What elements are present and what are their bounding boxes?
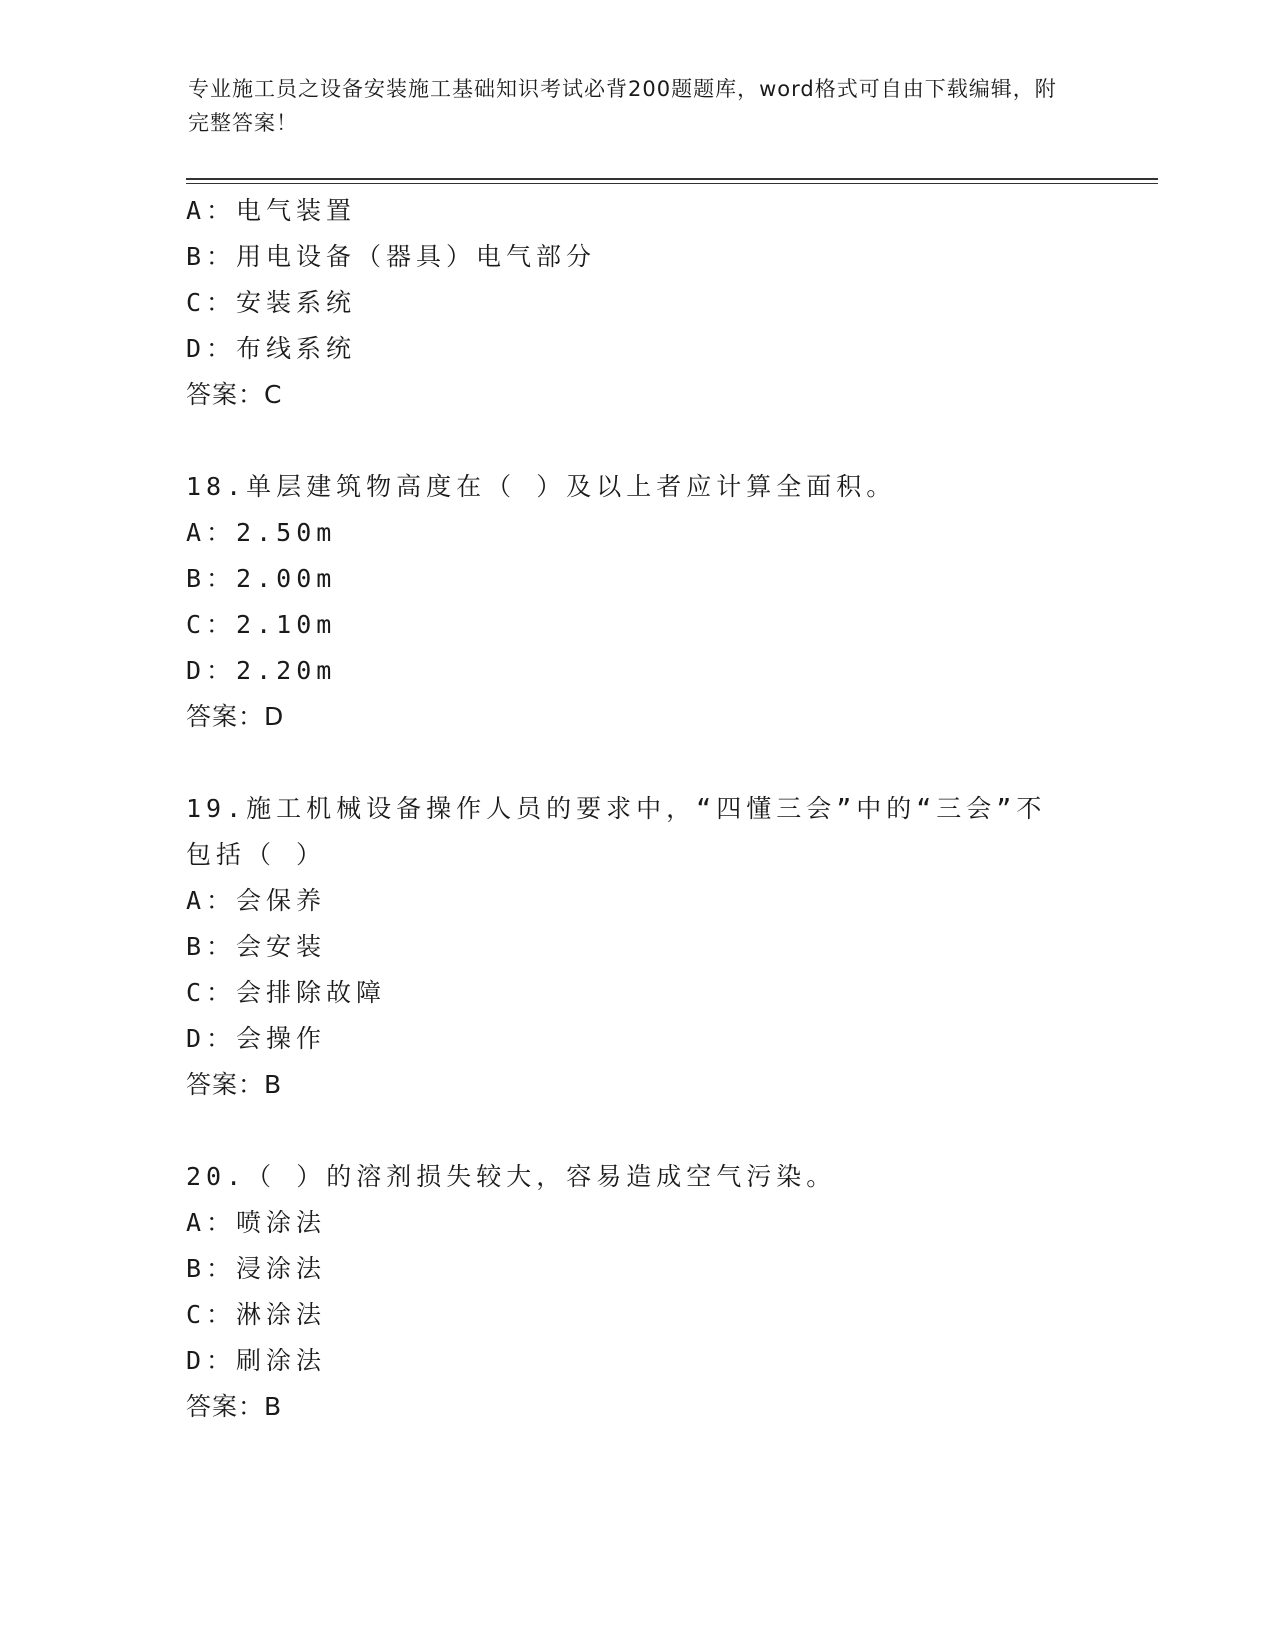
option-d: D：布线系统	[186, 334, 357, 363]
option-d: D：刷涂法	[186, 1346, 327, 1375]
option-c: C：会排除故障	[186, 978, 387, 1007]
option-a: A：会保养	[186, 886, 327, 915]
question-18	[186, 464, 1086, 740]
option-b: B：浸涂法	[186, 1254, 327, 1283]
answer: 答案：B	[186, 1392, 283, 1421]
question-19	[186, 786, 1086, 1108]
question-text: 20.（ ）的溶剂损失较大，容易造成空气污染。	[186, 1162, 837, 1191]
option-c: C：2.10m	[186, 610, 337, 639]
document-header: 专业施工员之设备安装施工基础知识考试必背200题题库，word格式可自由下载编辑，附完整答案！	[188, 77, 1057, 135]
option-b: B：会安装	[186, 932, 327, 961]
option-a: A：喷涂法	[186, 1208, 327, 1237]
spacer	[186, 418, 1086, 464]
question-list	[186, 188, 1086, 1430]
answer: 答案：D	[186, 702, 285, 731]
question-text: 19.施工机械设备操作人员的要求中，“四懂三会”中的“三会”不包括（ ）	[186, 794, 1047, 869]
spacer	[186, 1108, 1086, 1154]
question-20	[186, 1154, 1086, 1430]
option-c: C：安装系统	[186, 288, 357, 317]
answer: 答案：B	[186, 1070, 283, 1099]
option-c: C：淋涂法	[186, 1300, 327, 1329]
question-text: 18.单层建筑物高度在（ ）及以上者应计算全面积。	[186, 472, 897, 501]
spacer	[186, 740, 1086, 786]
header-divider	[186, 178, 1158, 184]
option-d: D：会操作	[186, 1024, 327, 1053]
question-17	[186, 188, 1086, 418]
option-a: A：2.50m	[186, 518, 337, 547]
answer: 答案：C	[186, 380, 283, 409]
option-b: B：用电设备（器具）电气部分	[186, 242, 597, 271]
option-b: B：2.00m	[186, 564, 337, 593]
option-a: A：电气装置	[186, 196, 357, 225]
option-d: D：2.20m	[186, 656, 337, 685]
